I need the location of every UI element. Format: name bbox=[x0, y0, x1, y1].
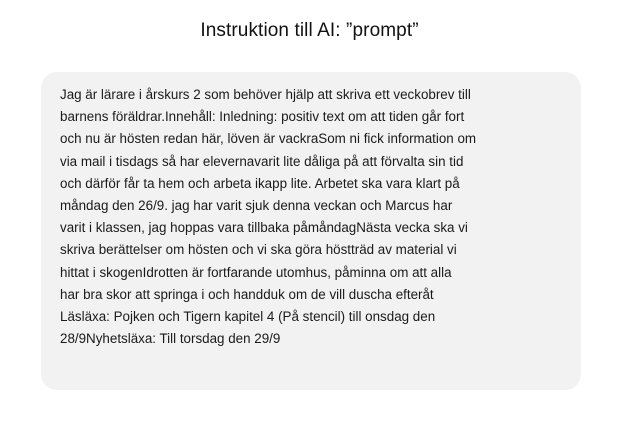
slide-title: Instruktion till AI: ”prompt” bbox=[200, 20, 419, 41]
prompt-text: Jag är lärare i årskurs 2 som behöver hjälp att skriva ett veckobrev till barnens föräldrar.Innehåll: Inledning: positiv text om att tiden går fort och nu är hösten redan här, löven är vackraSom ni fick information om via mail i tisdags så har elevernavarit lite dåliga på att förvalta sin tid och därför får ta hem och arbeta ikapp lite. Arbetet ska vara klart på måndag den 26/9. jag har varit sjuk denna veckan och Marcus har varit i klassen, jag hoppas vara tillbaka påmåndagNästa vecka ska vi skriva berättelser om hösten och vi ska göra höstträd av material vi hittat i skogenIdrotten är fortfarande utomhus, påminna om att alla har bra skor att springa i och handduk om de vill duscha efteråt Läsläxa: Pojken och Tigern kapitel 4 (På stencil) till onsdag den 28/9Nyhetsläxa: Till torsdag den 29/9 bbox=[60, 87, 477, 347]
prompt-bubble bbox=[41, 72, 581, 390]
